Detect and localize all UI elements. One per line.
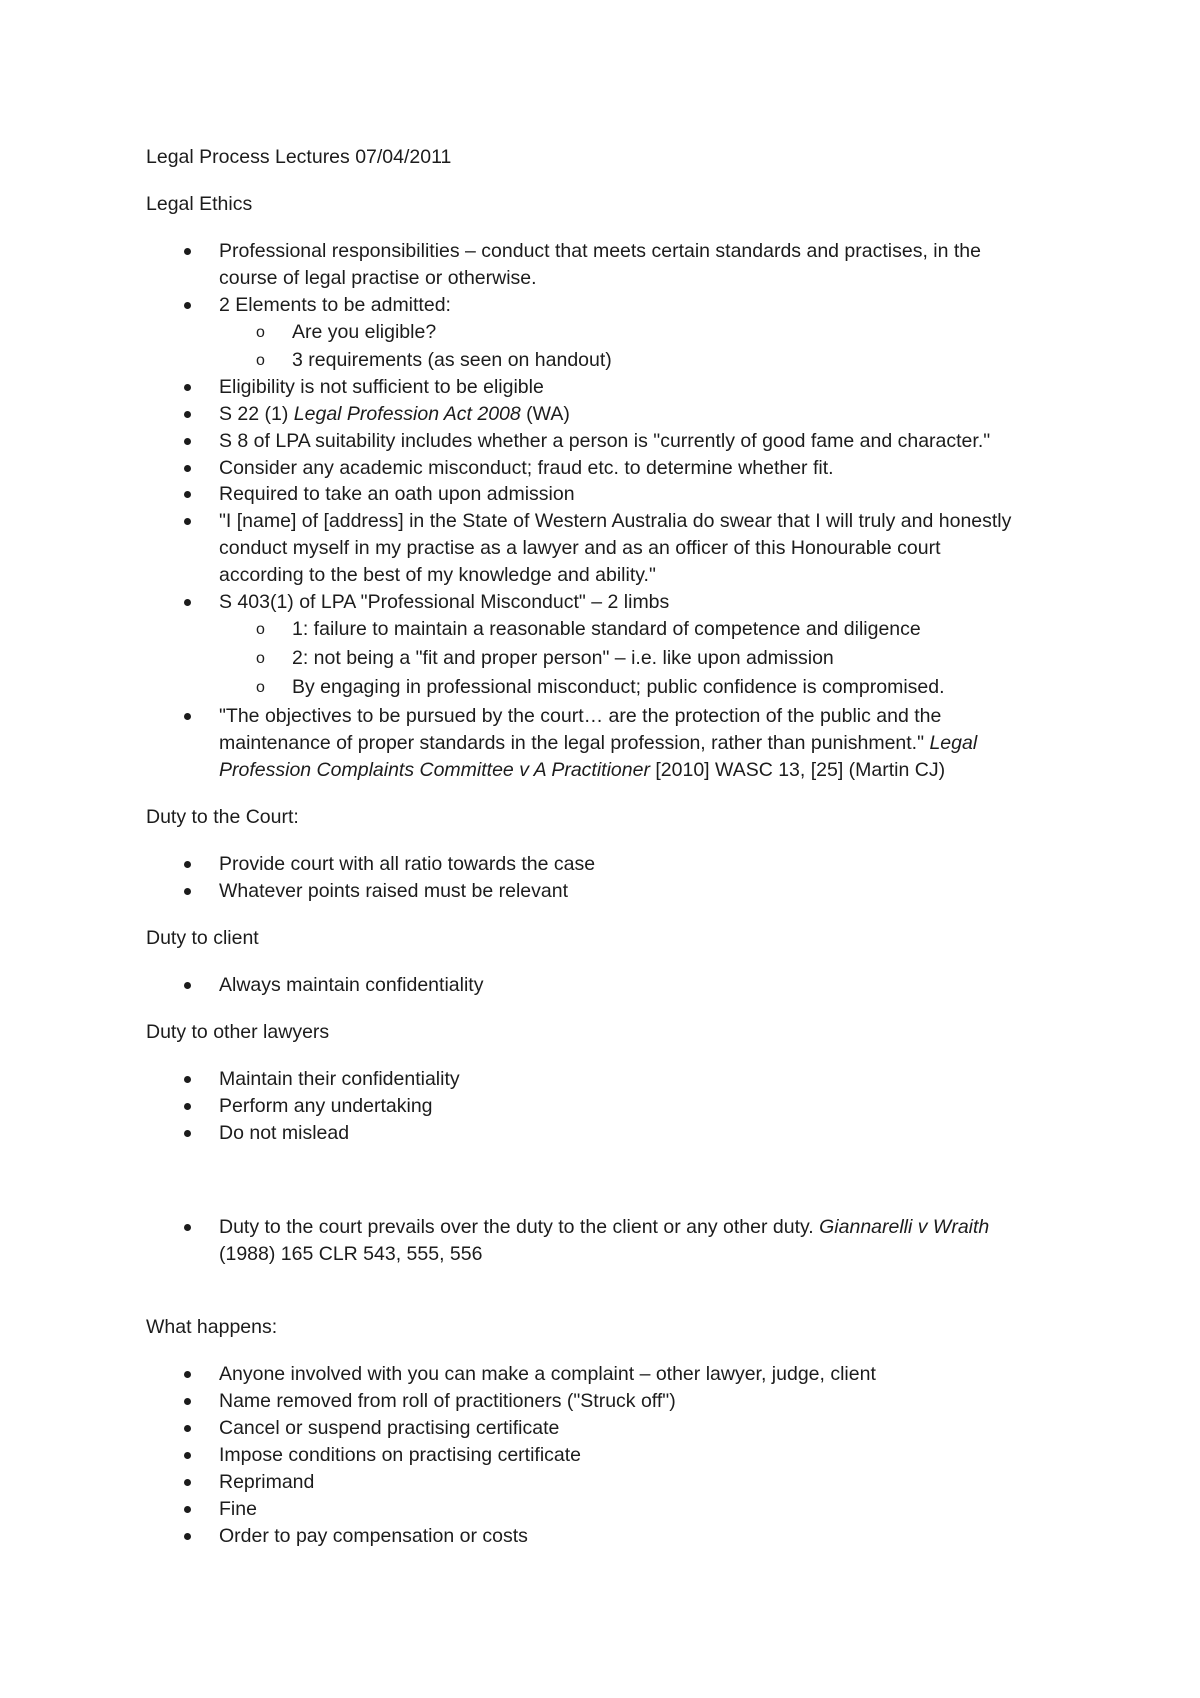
bullet-icon	[184, 491, 191, 498]
sub-bullet-marker: o	[256, 679, 265, 696]
section-heading-duty-court: Duty to the Court:	[146, 806, 299, 828]
bullet-icon	[184, 599, 191, 606]
list-item: Provide court with all ratio towards the case	[219, 853, 596, 875]
list-item: Anyone involved with you can make a complaint – other lawyer, judge, client	[219, 1363, 876, 1385]
case-name: Profession Complaints Committee v A Practitioner	[219, 759, 650, 781]
list-item: Perform any undertaking	[219, 1095, 433, 1117]
case-name: Giannarelli v Wraith	[819, 1216, 990, 1238]
list-item: Order to pay compensation or costs	[219, 1525, 528, 1547]
bullet-icon	[184, 384, 191, 391]
bullet-icon	[184, 1506, 191, 1513]
bullet-icon	[184, 1371, 191, 1378]
bullet-icon	[184, 1479, 191, 1486]
list-item: Professional responsibilities – conduct that meets certain standards and practises, in the	[219, 240, 981, 262]
list-item: Whatever points raised must be relevant	[219, 880, 569, 902]
bullet-icon	[184, 888, 191, 895]
sub-list-item: Are you eligible?	[292, 321, 437, 343]
list-item: S 22 (1) Legal Profession Act 2008 (WA)	[219, 403, 570, 425]
list-item: Impose conditions on practising certificate	[219, 1444, 582, 1466]
bullet-icon	[184, 861, 191, 868]
list-item: Maintain their confidentiality	[219, 1068, 460, 1090]
list-item: 2 Elements to be admitted:	[219, 294, 451, 316]
bullet-icon	[184, 1130, 191, 1137]
sub-bullet-marker: o	[256, 621, 265, 638]
sub-bullet-marker: o	[256, 650, 265, 667]
act-title: Legal Profession Act 2008	[293, 403, 521, 425]
list-item-continuation: Profession Complaints Committee v A Practitioner [2010] WASC 13, [25] (Martin CJ)	[219, 759, 946, 781]
sub-bullet-marker: o	[256, 352, 265, 369]
list-item: Fine	[219, 1498, 257, 1520]
bullet-icon	[184, 1076, 191, 1083]
list-item-continuation: (1988) 165 CLR 543, 555, 556	[219, 1243, 483, 1265]
bullet-icon	[184, 1452, 191, 1459]
list-item-continuation: course of legal practise or otherwise.	[219, 267, 537, 289]
section-heading-duty-client: Duty to client	[146, 927, 259, 949]
list-item: Eligibility is not sufficient to be eligible	[219, 376, 544, 398]
list-item: Do not mislead	[219, 1122, 350, 1144]
bullet-icon	[184, 438, 191, 445]
bullet-icon	[184, 1224, 191, 1231]
list-item: Name removed from roll of practitioners ("Struck off")	[219, 1390, 676, 1412]
sub-list-item: By engaging in professional misconduct; public confidence is compromised.	[292, 676, 945, 698]
bullet-icon	[184, 411, 191, 418]
list-item: "The objectives to be pursued by the court… are the protection of the public and the	[219, 705, 942, 727]
bullet-icon	[184, 1533, 191, 1540]
list-item: Reprimand	[219, 1471, 315, 1493]
list-item: Cancel or suspend practising certificate	[219, 1417, 560, 1439]
list-item: Required to take an oath upon admission	[219, 483, 575, 505]
list-item: S 8 of LPA suitability includes whether a person is "currently of good fame and character."	[219, 430, 991, 452]
bullet-icon	[184, 248, 191, 255]
list-item: Always maintain confidentiality	[219, 974, 484, 996]
bullet-icon	[184, 302, 191, 309]
bullet-icon	[184, 1398, 191, 1405]
list-item-continuation: conduct myself in my practise as a lawyer and as an officer of this Honourable court	[219, 537, 941, 559]
case-name: Legal	[929, 732, 978, 754]
list-item: S 403(1) of LPA "Professional Misconduct" – 2 limbs	[219, 591, 670, 613]
bullet-icon	[184, 713, 191, 720]
list-item-continuation: maintenance of proper standards in the legal profession, rather than punishment." Legal	[219, 732, 978, 754]
bullet-icon	[184, 1103, 191, 1110]
section-heading-what-happens: What happens:	[146, 1316, 278, 1338]
document-title: Legal Process Lectures 07/04/2011	[146, 146, 452, 168]
list-item: "I [name] of [address] in the State of Western Australia do swear that I will truly and honestly	[219, 510, 1012, 532]
sub-list-item: 3 requirements (as seen on handout)	[292, 349, 612, 371]
list-item: Duty to the court prevails over the duty to the client or any other duty. Giannarelli v Wraith	[219, 1216, 990, 1238]
bullet-icon	[184, 465, 191, 472]
bullet-icon	[184, 982, 191, 989]
list-item-continuation: according to the best of my knowledge and ability."	[219, 564, 656, 586]
section-heading-duty-lawyers: Duty to other lawyers	[146, 1021, 330, 1043]
bullet-icon	[184, 518, 191, 525]
list-item: Consider any academic misconduct; fraud etc. to determine whether fit.	[219, 457, 834, 479]
sub-list-item: 1: failure to maintain a reasonable standard of competence and diligence	[292, 618, 921, 640]
section-heading-legal-ethics: Legal Ethics	[146, 193, 253, 215]
sub-list-item: 2: not being a "fit and proper person" – i.e. like upon admission	[292, 647, 834, 669]
bullet-icon	[184, 1425, 191, 1432]
sub-bullet-marker: o	[256, 324, 265, 341]
